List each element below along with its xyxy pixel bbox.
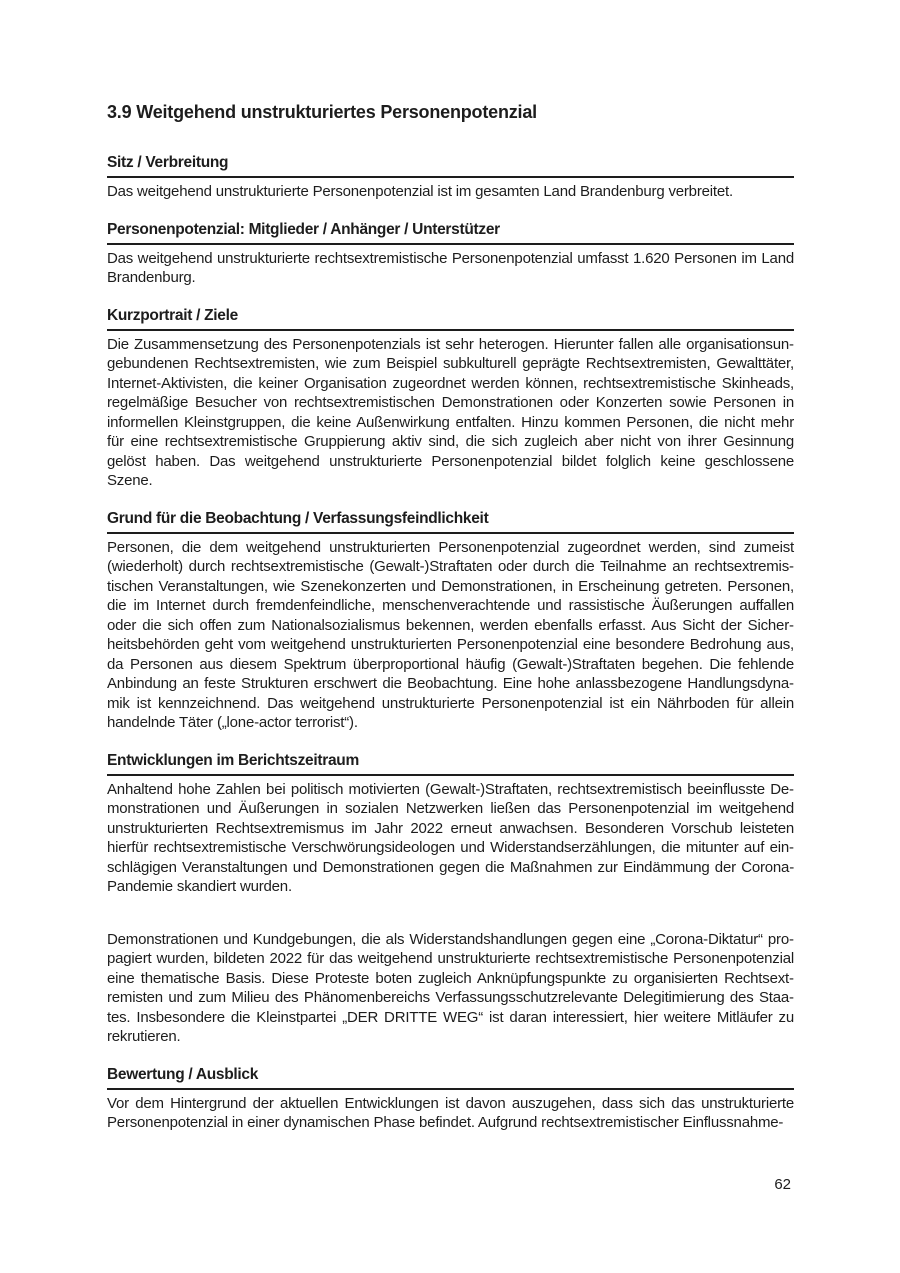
page-number: 62 [774, 1176, 791, 1193]
section-heading: Personenpotenzial: Mitglieder / Anhänger / Unterstützer [107, 220, 794, 245]
section-paragraph: Demonstrationen und Kundgebungen, die als Widerstandshandlungen gegen eine „Corona-Diktatur“ propagiert wurden, bildeten 2022 für das weitgehend unstrukturierte rechtsextremistische Personenpotenzial eine thematische Basis. Diese Proteste boten zugleich Anknüpfungspunkte zu organisierten Rechtsextremisten und zum Milieu des Phänomenbereichs Verfassungsschutzrelevante Delegitimierung des Staates. Insbesondere die Kleinstpartei „DER DRITTE WEG“ ist daran interessiert, hier weitere Mitläufer zu rekrutieren. [107, 930, 794, 1045]
section-heading: Sitz / Verbreitung [107, 153, 794, 178]
document-content [107, 0, 794, 1151]
section-paragraph: Das weitgehend unstrukturierte rechtsextremistische Personenpotenzial umfasst 1.620 Personen im Land Brandenburg. [107, 249, 794, 286]
document-section [107, 751, 794, 1047]
section-paragraph: Anhaltend hohe Zahlen bei politisch motivierten (Gewalt-)Straftaten, rechtsextremistisch beeinflusste Demonstrationen und Äußerungen in sozialen Netzwerken ließen das Personenpotenzial im weitgehend unstrukturierten Rechtsextremismus im Jahr 2022 erneut anwachsen. Besonderen Vorschub leisteten hierfür rechtsextremistische Verschwörungsideologen und Widerstandserzählungen, die mitunter auf einschlägigen Veranstaltungen und Demonstrationen gegen die Maßnahmen zur Eindämmung der Corona-Pandemie skandiert wurden. [107, 780, 794, 895]
document-section [107, 509, 794, 733]
document-section [107, 153, 794, 202]
section-heading: Grund für die Beobachtung / Verfassungsfeindlichkeit [107, 509, 794, 534]
section-heading: Entwicklungen im Berichtszeitraum [107, 751, 794, 776]
section-paragraph: Das weitgehend unstrukturierte Personenpotenzial ist im gesamten Land Brandenburg verbreitet. [107, 183, 733, 200]
document-section [107, 306, 794, 491]
sections-container [107, 153, 794, 1133]
section-heading: Bewertung / Ausblick [107, 1065, 794, 1090]
section-paragraph: Die Zusammensetzung des Personenpotenzials ist sehr heterogen. Hierunter fallen alle organisationsungebundenen Rechtsextremisten, wie zum Beispiel subkulturell geprägte Rechtsextremisten, Gewalttäter, Internet-Aktivisten, die keiner Organisation zugeordnet werden können, rechtsextremistische Skinheads, regelmäßige Besucher von rechtsextremistischen Demonstrationen oder Konzerten sowie Personen in informellen Kleinstgruppen, die keine Außenwirkung entfalten. Hinzu kommen Personen, die nicht mehr für eine rechtsextremistische Gruppierung aktiv sind, die sich zugleich aber nicht von ihrer Gesinnung gelöst haben. Das weitgehend unstrukturierte Personenpotenzial bildet folglich keine geschlossene Szene. [107, 335, 794, 489]
section-paragraph: Vor dem Hintergrund der aktuellen Entwicklungen ist davon auszugehen, dass sich das unstrukturierte Personenpotenzial in einer dynamischen Phase befindet. Aufgrund rechtsextremistischer Einflussnahme- [107, 1094, 794, 1131]
document-section [107, 1065, 794, 1133]
section-heading: Kurzportrait / Ziele [107, 306, 794, 331]
document-section [107, 220, 794, 288]
section-paragraph: Personen, die dem weitgehend unstrukturierten Personenpotenzial zugeordnet werden, sind zumeist (wiederholt) durch rechtsextremistische (Gewalt-)Straftaten oder durch die Teilnahme an rechtsextremistischen Veranstaltungen, wie Szenekonzerten und Demonstrationen, in Erscheinung getreten. Personen, die im Internet durch fremdenfeindliche, menschenverachtende und rassistische Äußerungen auffallen oder die sich offen zum Nationalsozialismus bekennen, werden ebenfalls erfasst. Aus Sicht der Sicherheitsbehörden geht vom weitgehend unstrukturierten Personenpotenzial eine besondere Bedrohung aus, da Personen aus diesem Spektrum überproportional häufig (Gewalt-)Straftaten begehen. Die fehlende Anbindung an feste Strukturen erschwert die Beobachtung. Eine hohe anlassbezogene Handlungsdynamik ist kennzeichnend. Das weitgehend unstrukturierte Personenpotenzial ist ein Nährboden für allein handelnde Täter („lone-actor terrorist“). [107, 538, 794, 731]
page-title: 3.9 Weitgehend unstrukturiertes Personenpotenzial [107, 102, 537, 122]
